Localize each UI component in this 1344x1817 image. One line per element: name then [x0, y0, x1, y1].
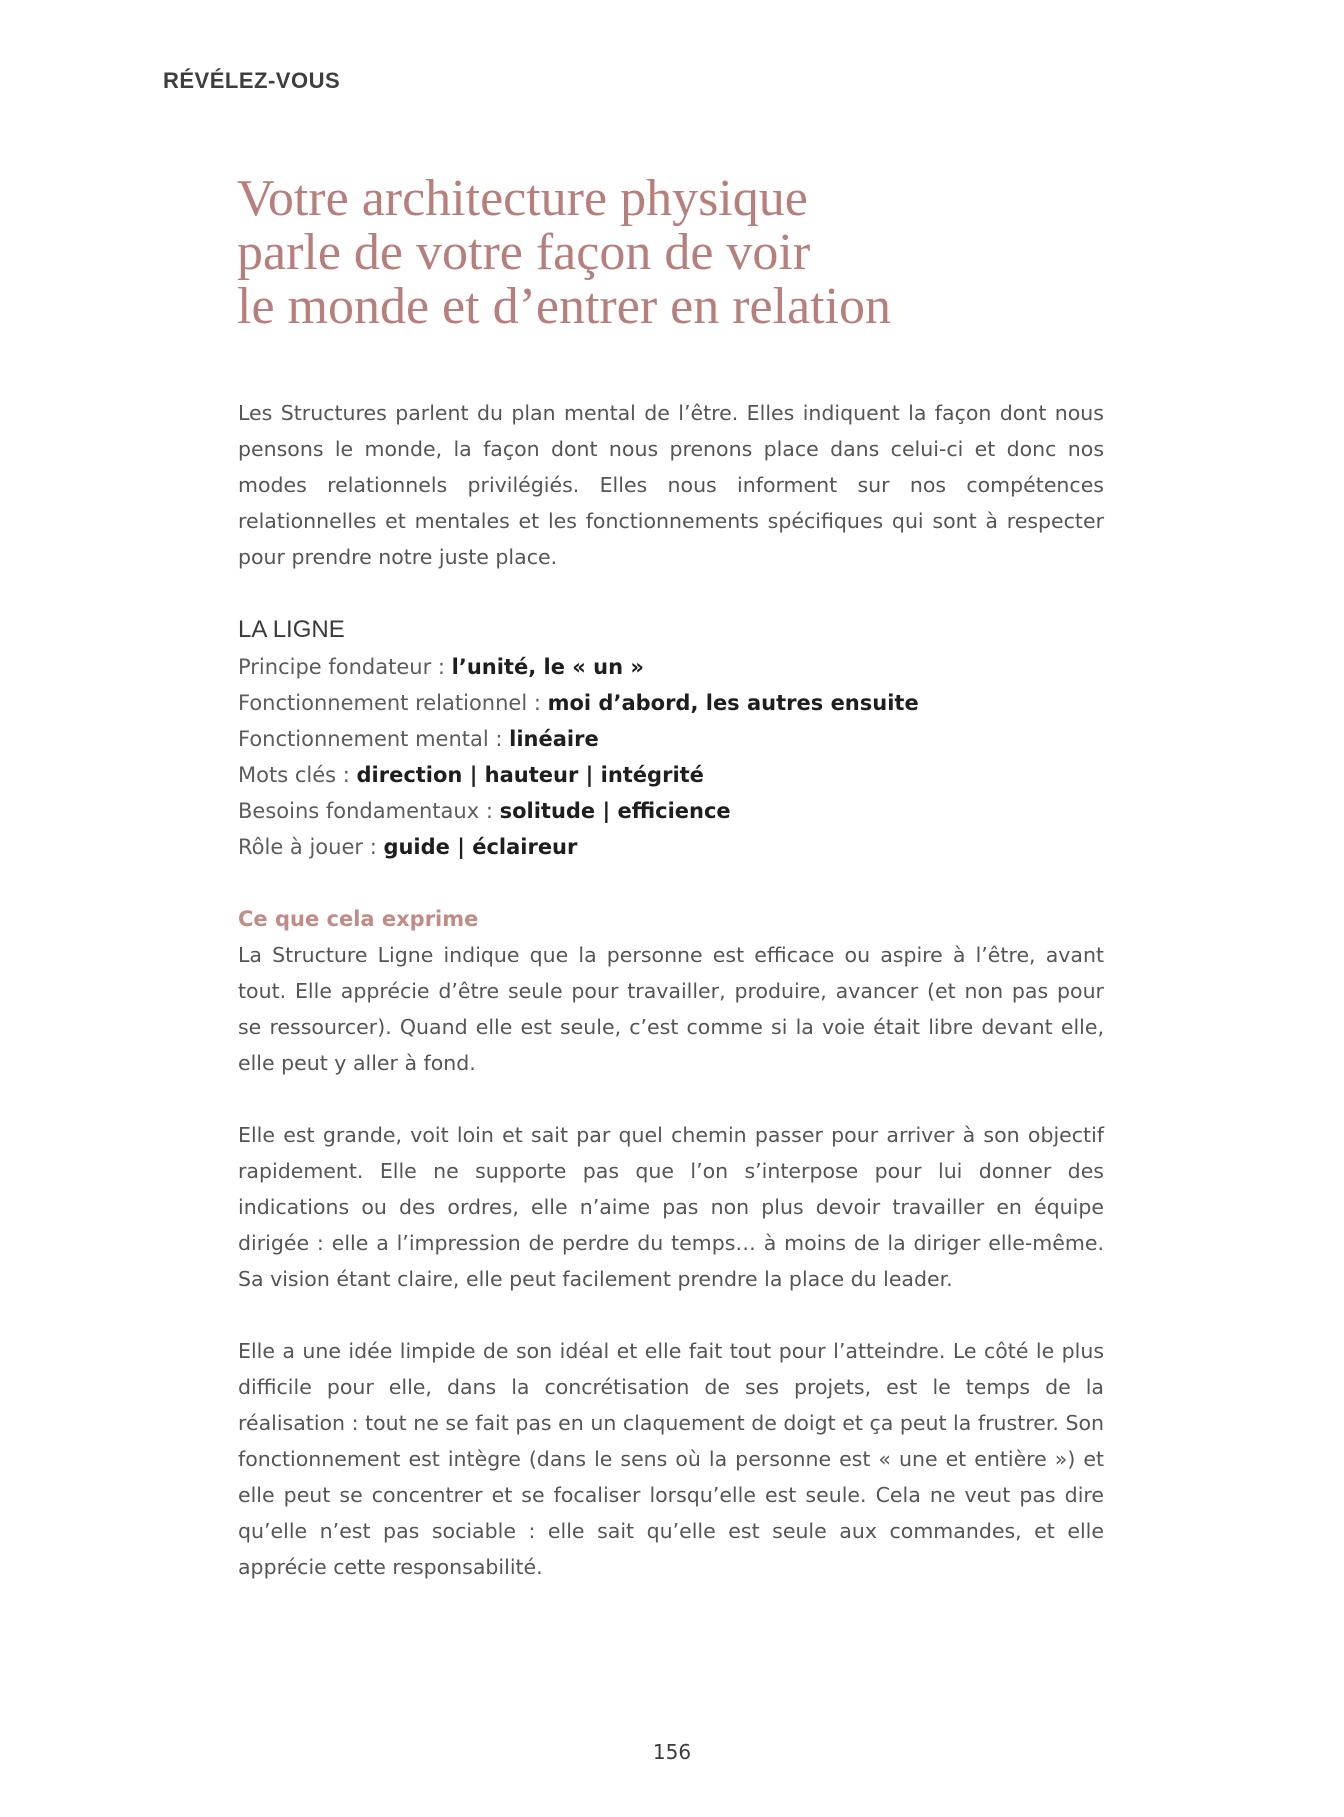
facts-list: [238, 649, 1104, 865]
fact-label: Fonctionnement relationnel :: [238, 691, 548, 715]
page-number: 156: [652, 1740, 692, 1764]
body-text: [238, 395, 1104, 1585]
fact-item: [238, 721, 1104, 757]
fact-label: Besoins fondamentaux :: [238, 799, 500, 823]
fact-item: [238, 649, 1104, 685]
page-title: [237, 172, 1097, 334]
page-title-line: parle de votre façon de voir: [237, 224, 811, 281]
fact-value: linéaire: [509, 727, 599, 751]
fact-value: solitude | efficience: [499, 799, 731, 823]
fact-value: l’unité, le « un »: [451, 655, 644, 679]
fact-item: [238, 757, 1104, 793]
fact-item: [238, 793, 1104, 829]
page-title-line: Votre architecture physique: [237, 170, 808, 227]
section-heading: LA LIGNE: [238, 616, 345, 643]
fact-item: [238, 829, 1104, 865]
page-title-line: le monde et d’entrer en relation: [237, 278, 892, 335]
body-paragraph: La Structure Ligne indique que la personne est efficace ou aspire à l’être, avant tout. Elle apprécie d’être seule pour travailler, produire, avancer (et non pas pour se ressourcer). Quand elle est seule, c’est comme si la voie était libre devant elle, elle peut y aller à fond.: [238, 943, 1104, 1075]
subheading: Ce que cela exprime: [238, 907, 479, 931]
fact-value: guide | éclaireur: [383, 835, 578, 859]
running-head: RÉVÉLEZ-VOUS: [163, 68, 341, 93]
fact-label: Principe fondateur :: [238, 655, 452, 679]
fact-value: moi d’abord, les autres ensuite: [547, 691, 919, 715]
fact-label: Mots clés :: [238, 763, 357, 787]
fact-label: Rôle à jouer :: [238, 835, 384, 859]
intro-paragraph: Les Structures parlent du plan mental de l’être. Elles indiquent la façon dont nous pensons le monde, la façon dont nous prenons place dans celui-ci et donc nos modes relationnels privilégiés. Elles nous informent sur nos compétences relationnelles et mentales et les fonctionnements spécifiques qui sont à respecter pour prendre notre juste place.: [238, 401, 1104, 569]
fact-label: Fonctionnement mental :: [238, 727, 510, 751]
body-paragraph: Elle est grande, voit loin et sait par quel chemin passer pour arriver à son objectif rapidement. Elle ne supporte pas que l’on s’interpose pour lui donner des indications ou des ordres, elle n’aime pas non plus devoir travailler en équipe dirigée : elle a l’impression de perdre du temps… à moins de la diriger elle-même. Sa vision étant claire, elle peut facilement prendre la place du leader.: [238, 1123, 1104, 1291]
fact-value: direction | hauteur | intégrité: [356, 763, 704, 787]
body-paragraph: Elle a une idée limpide de son idéal et elle fait tout pour l’atteindre. Le côté le plus difficile pour elle, dans la concrétisation de ses projets, est le temps de la réalisation : tout ne se fait pas en un claquement de doigt et ça peut la frustrer. Son fonctionnement est intègre (dans le sens où la personne est « une et entière ») et elle peut se concentrer et se focaliser lorsqu’elle est seule. Cela ne veut pas dire qu’elle n’est pas sociable : elle sait qu’elle est seule aux commandes, et elle apprécie cette responsabilité.: [238, 1339, 1104, 1579]
fact-item: [238, 685, 1104, 721]
